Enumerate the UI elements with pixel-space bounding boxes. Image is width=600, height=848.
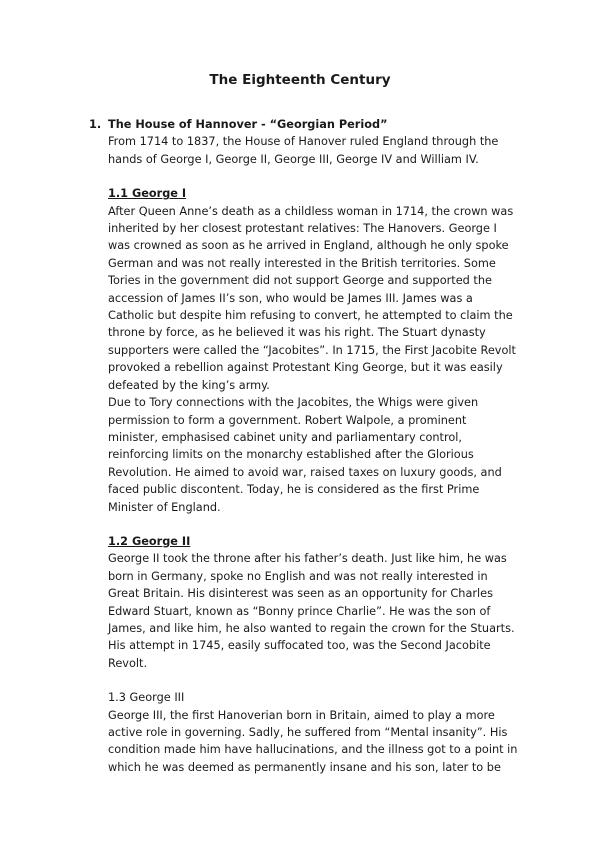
subheading-george-i: 1.1 George I	[108, 187, 187, 201]
section-number: 1.	[89, 118, 102, 131]
section-body	[89, 133, 519, 776]
george-i-paragraph-1: After Queen Anne’s death as a childless woman in 1714, the crown was inherited by her closest protestant relatives: The Hanovers. George I was crowned as soon as he arrived in England, although he only spoke German and was not really interested in the British territories. Some Tories in the government did not support George and supported the accession of James II’s son, who would be James III. James was a Catholic but despite him refusing to convert, he attempted to claim the throne by force, as he believed it was his right. The Stuart dynasty supporters were called the “Jacobites”. In 1715, the First Jacobite Revolt provoked a rebellion against Protestant King George, but it was easily defeated by the king’s army.	[108, 204, 516, 392]
section-house-of-hannover	[89, 116, 519, 776]
george-i-paragraph-2: Due to Tory connections with the Jacobites, the Whigs were given permission to form a government. Robert Walpole, a prominent minister, emphasised cabinet unity and parliamentary control, reinforcing limits on the monarchy established after the Glorious Revolution. He aimed to avoid war, raised taxes on luxury goods, and faced public discontent. Today, he is considered as the first Prime Minister of England.	[108, 396, 502, 514]
george-iii-paragraph: George III, the first Hanoverian born in Britain, aimed to play a more active role in governing. Sadly, he suffered from “Mental insanity”. His condition made him have hallucinations, and the illness got to a point in which he was deemed as permanently insane and his son, later to be	[108, 708, 518, 774]
george-ii-paragraph: George II took the throne after his father’s death. Just like him, he was born in Germany, spoke no English and was not really interested in Great Britain. His disinterest was seen as an opportunity for Charles Edward Stuart, known as “Bonny prince Charlie”. He was the son of James, and like him, he also wanted to regain the crown for the Stuarts. His attempt in 1745, easily suffocated too, was the Second Jacobite Revolt.	[108, 552, 515, 670]
subheading-george-ii: 1.2 George II	[108, 534, 191, 548]
subheading-george-iii: 1.3 George III	[108, 691, 185, 705]
document-title: The Eighteenth Century	[209, 72, 391, 88]
section-heading	[89, 116, 519, 133]
section-title: The House of Hannover - “Georgian Period”	[108, 118, 388, 131]
section-intro: From 1714 to 1837, the House of Hanover ruled England through the hands of George I, George II, George III, George IV and William IV.	[108, 135, 499, 166]
